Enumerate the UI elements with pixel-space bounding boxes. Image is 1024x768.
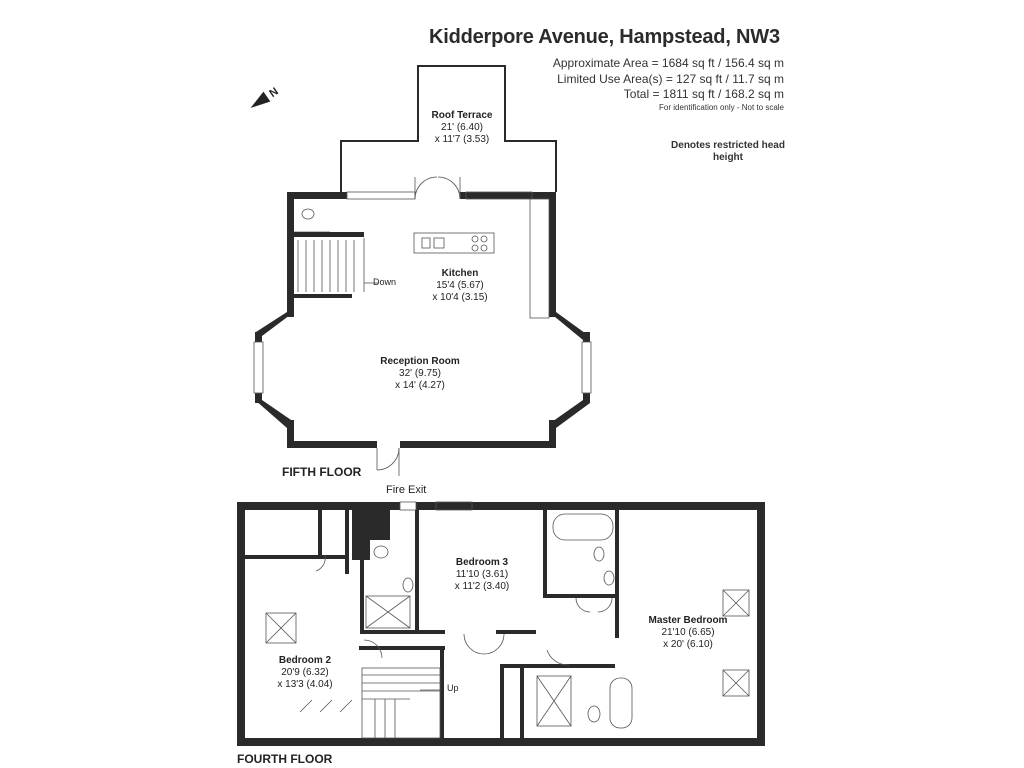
room-dimension-2: x 13'3 (4.04) [277,679,333,690]
room-dimension-1: 11'10 (3.61) [455,569,509,580]
compass-label: N [267,85,281,100]
disclaimer-text: For identification only - Not to scale [659,103,784,112]
room-dimension-2: x 20' (6.10) [663,639,713,650]
room-dimension-1: 21' (6.40) [441,122,483,133]
room-dimension-1: 21'10 (6.65) [661,627,715,638]
fifth-floor-label: FIFTH FLOOR [282,465,362,479]
fifth-floor-staircase [292,232,378,298]
room-name: Roof Terrace [431,110,493,121]
room-bedroom-3 [455,557,510,593]
room-dimension-1: 15'4 (5.67) [436,280,484,291]
wc-room [294,209,330,232]
room-dimension-1: 20'9 (6.32) [281,667,329,678]
room-roof-terrace [432,110,493,146]
room-name: Kitchen [441,268,479,279]
terrace-doors [415,177,460,199]
room-dimension-1: 32' (9.75) [399,368,441,379]
fire-exit-label: Fire Exit [386,484,427,496]
up-stairs-label: Up [447,683,459,693]
room-name: Master Bedroom [648,615,728,626]
room-name: Reception Room [380,356,460,367]
approximate-area-text: Approximate Area = 1684 sq ft / 156.4 sq m [552,56,784,70]
restricted-height-legend: Denotes restricted head height [671,140,785,163]
room-name: Bedroom 2 [278,655,332,666]
room-name: Bedroom 3 [455,557,509,568]
fourth-floor-label: FOURTH FLOOR [237,752,333,766]
room-reception [380,356,459,392]
room-dimension-2: x 11'2 (3.40) [454,581,510,592]
bathroom-fixtures [366,514,632,728]
page-title: Kidderpore Avenue, Hampstead, NW3 [429,26,780,48]
north-compass-icon [247,85,281,114]
room-dimension-2: x 10'4 (3.15) [432,292,488,303]
room-kitchen [432,268,487,304]
room-master-bedroom [649,615,728,651]
total-area-text: Total = 1811 sq ft / 168.2 sq m [623,87,784,101]
room-dimension-2: x 14' (4.27) [395,380,445,391]
fifth-floor-walls [255,192,590,448]
fire-exit-door [377,448,399,476]
room-dimension-2: x 11'7 (3.53) [434,134,490,145]
room-bedroom-2 [277,655,332,691]
fourth-floor-staircase [362,668,440,738]
limited-use-area-text: Limited Use Area(s) = 127 sq ft / 11.7 sq m [557,72,784,86]
down-stairs-label: Down [373,277,397,287]
